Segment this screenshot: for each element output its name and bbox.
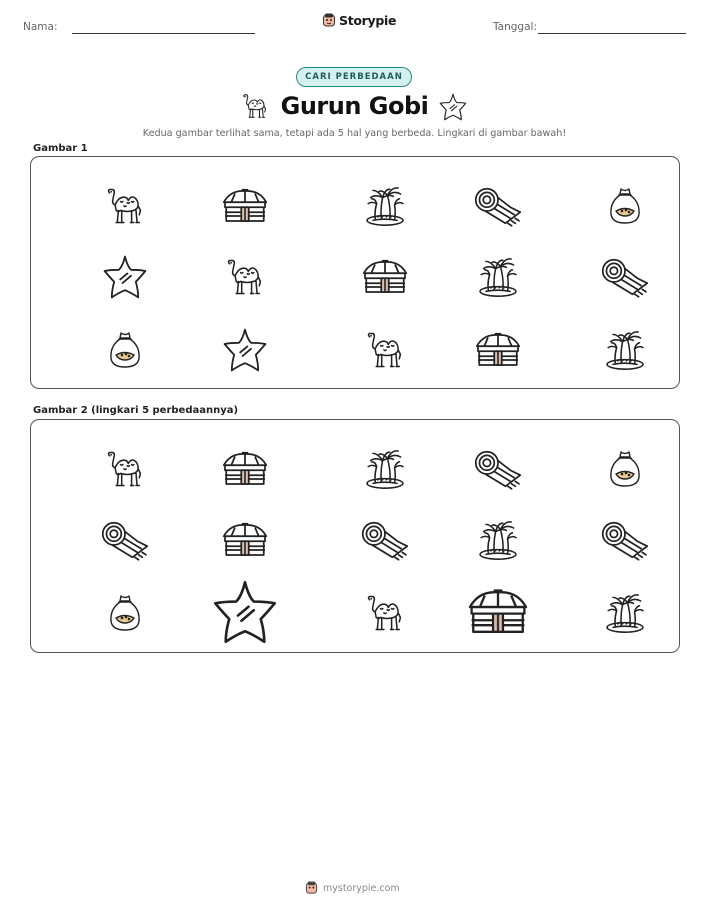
picture2-carpet-icon[interactable] (340, 505, 430, 575)
activity-badge: CARI PERBEDAAN (296, 67, 412, 87)
picture2-sack-icon[interactable] (80, 578, 170, 648)
picture1-sack-icon (580, 171, 670, 241)
footer-url[interactable]: mystorypie.com (323, 882, 400, 894)
picture2-sack-icon[interactable] (580, 434, 670, 504)
picture2-carpet-icon[interactable] (580, 505, 670, 575)
picture2-carpet-icon[interactable] (453, 434, 543, 504)
picture2-label: Gambar 2 (lingkari 5 perbedaannya) (33, 405, 239, 416)
title-star-icon (438, 92, 468, 126)
picture2-yurt-icon[interactable] (453, 572, 543, 652)
instructions: Kedua gambar terlihat sama, tetapi ada 5 hal yang berbeda. Lingkari di gambar bawah! (142, 128, 567, 139)
brand-name: Storypie (339, 13, 397, 28)
picture2-yurt-icon[interactable] (200, 505, 290, 575)
picture1-oasis-icon (340, 171, 430, 241)
picture1-label: Gambar 1 (33, 143, 88, 154)
name-field-line[interactable] (72, 33, 255, 34)
picture2-oasis-icon[interactable] (580, 578, 670, 648)
picture2-camel-icon[interactable] (340, 578, 430, 648)
picture1-oasis-icon (453, 242, 543, 312)
picture1-yurt-icon (453, 315, 543, 385)
picture2-carpet-icon[interactable] (80, 505, 170, 575)
picture1-star-icon (80, 242, 170, 312)
picture1-panel (30, 156, 680, 389)
picture1-sack-icon (80, 315, 170, 385)
name-label: Nama: (23, 21, 58, 33)
picture2-panel[interactable] (30, 419, 680, 653)
storypie-mascot-icon (305, 881, 318, 895)
picture2-star-icon[interactable] (200, 572, 290, 652)
picture1-camel-icon (340, 315, 430, 385)
picture1-carpet-icon (453, 171, 543, 241)
page-title: Gurun Gobi (280, 92, 429, 120)
picture1-yurt-icon (340, 242, 430, 312)
picture1-oasis-icon (580, 315, 670, 385)
footer (305, 881, 400, 895)
picture1-yurt-icon (200, 171, 290, 241)
date-label: Tanggal: (493, 21, 537, 33)
date-field-line[interactable] (538, 33, 686, 34)
picture1-camel-icon (200, 242, 290, 312)
picture2-yurt-icon[interactable] (200, 434, 290, 504)
picture1-carpet-icon (580, 242, 670, 312)
picture2-oasis-icon[interactable] (453, 505, 543, 575)
picture2-camel-icon[interactable] (80, 434, 170, 504)
picture1-star-icon (200, 315, 290, 385)
picture2-oasis-icon[interactable] (340, 434, 430, 504)
picture1-camel-icon (80, 171, 170, 241)
brand-logo (322, 13, 396, 28)
storypie-mascot-icon (322, 13, 336, 28)
